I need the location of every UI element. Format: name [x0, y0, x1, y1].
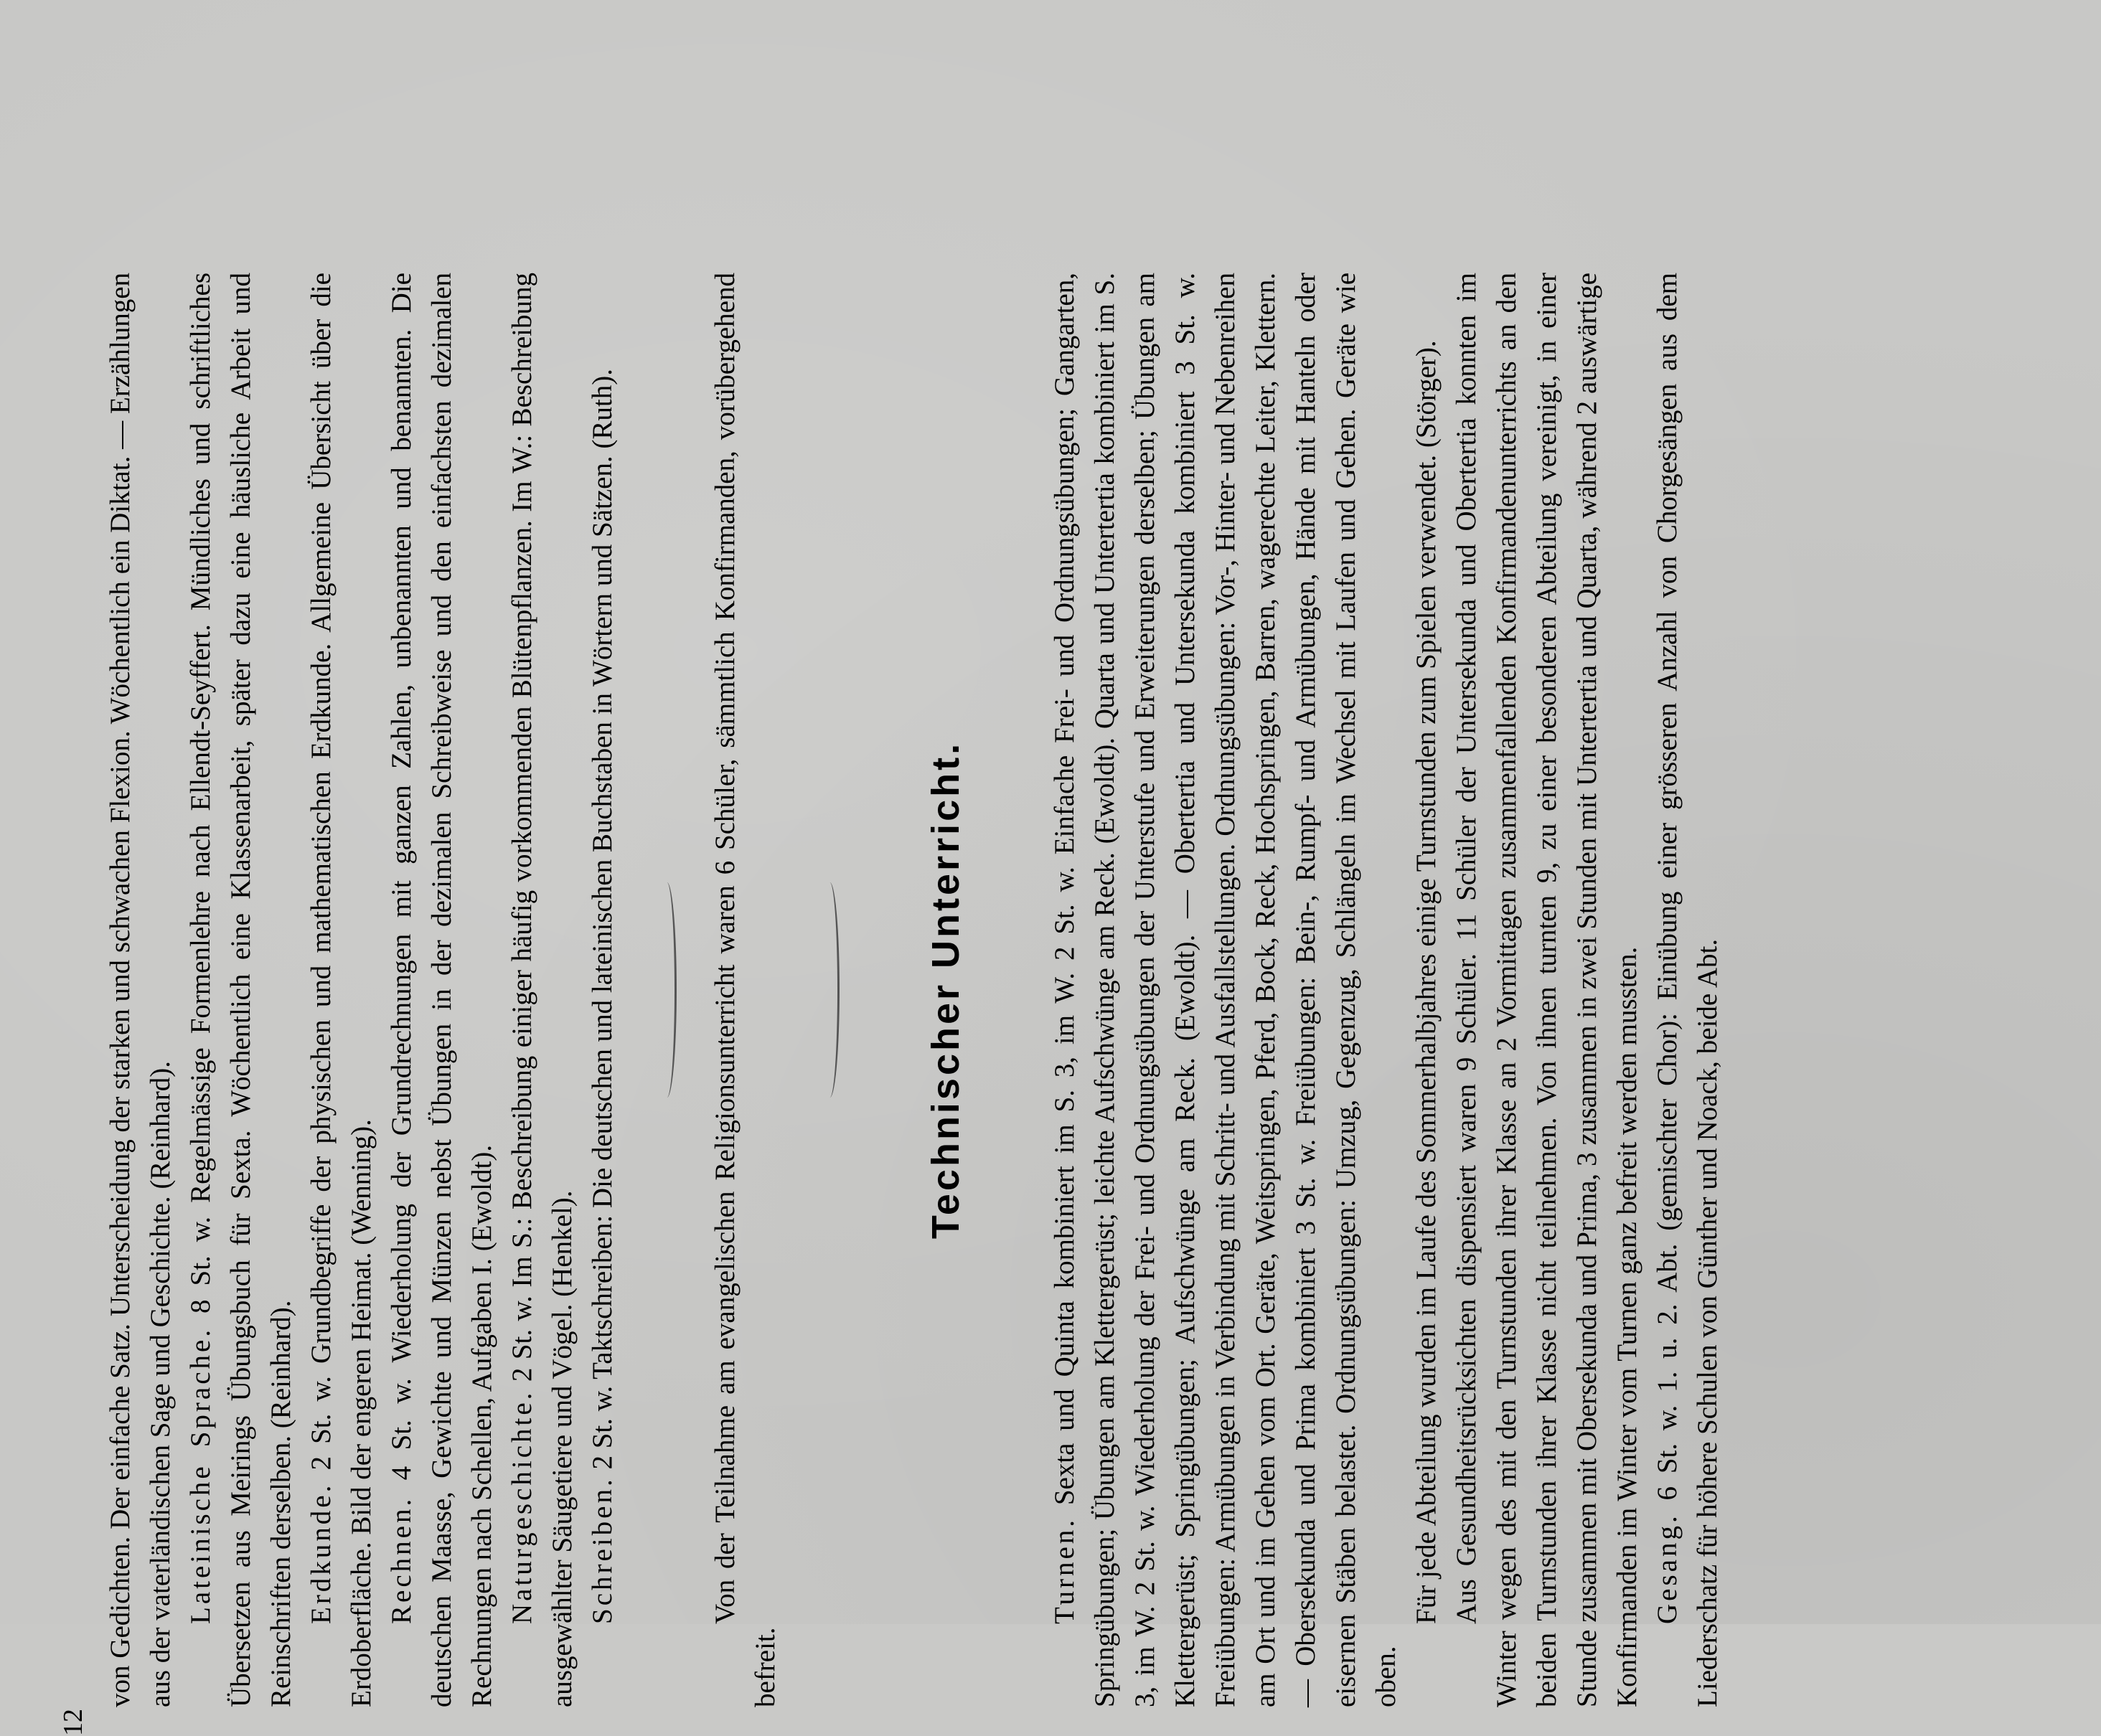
religion-note: Von der Teilnahme am evangelischen Religionsunterricht waren 6 Schüler, sämmtlich Konfirmanden, vorübergehend befreit. — [710, 273, 781, 1707]
subject-label: Schreiben. — [587, 1476, 618, 1624]
paragraph-text: 6 St. w. 1. u. 2. Abt. (gemischter Chor): Einübung einer grösseren Anzahl von Chorgesängen aus dem Liederschatz für höhere Schulen von Günther und Noack, beide Abt. — [1652, 273, 1723, 1707]
paragraph-text: 8 St. w. Regelmässige Formenlehre nach Ellendt-Seyffert. Mündliches und schriftliches Übersetzen aus Meirings Übungsbuch für Sexta. Wöchentlich eine Klassenarbeit, später dazu eine häusliche Arbeit und Reinschriften derselben. (Reinhard). — [185, 273, 296, 1707]
section-heading: Technischer Unterricht. — [924, 740, 967, 1240]
paragraph-text: 4 St. w. Wiederholung der Grundrechnungen mit ganzen Zahlen, unbenannten und benannten. Die deutschen Maasse, Gewichte und Münzen nebst Übungen in der dezimalen Schreibweise und den einfachsten dezimalen Rechnungen nach Schellen, Aufgaben I. (Ewoldt). — [386, 273, 497, 1707]
paragraph — [1447, 273, 1648, 1707]
section-divider — [657, 882, 677, 1098]
paragraph-text: Für jede Abteilung wurden im Laufe des Sommerhalbjahres einige Turnstunden zum Spielen verwendet. (Störger). — [1411, 340, 1442, 1624]
paragraph-text: von Gedichten. Der einfache Satz. Unterscheidung der starken und schwachen Flexion. Wöchentlich ein Diktat. — Erzählungen aus der vaterländischen Sage und Geschichte. (Reinhard). — [105, 273, 176, 1707]
subject-label: Turnen. — [1049, 1517, 1080, 1624]
document-body — [100, 273, 1728, 1707]
subject-label: Naturgeschichte. — [507, 1390, 537, 1624]
paragraph-text: 2 St. w. Taktschreiben: Die deutschen und lateinischen Buchstaben in Wörtern und Sätzen. (Ruth). — [587, 369, 618, 1477]
subject-label: Erdkunde. — [306, 1482, 337, 1624]
section-divider — [820, 882, 840, 1098]
paragraph — [1406, 273, 1447, 1707]
paragraph-text: Aus Gesundheitsrücksichten dispensiert waren 9 Schüler. 11 Schüler der Untersekunda und Obertertia konnten im Winter wegen des mit den Turnstunden ihrer Klasse an 2 Vormittagen zusammenfallenden Konfirmandenunterrichts an den beiden Turnstunden ihrer Klasse nicht teilnehmen. Von ihnen turnten 9, zu einer besonderen Abteilung vereinigt, in einer Stunde zusammen mit Obersekunda und Prima, 3 zusammen in zwei Stunden mit Untertertia und Quarta, während 2 auswärtige Konfirmanden im Winter vom Turnen ganz befreit werden mussten. — [1451, 273, 1642, 1707]
paragraph — [502, 273, 583, 1707]
paragraph-text: Sexta und Quinta kombiniert im S. 3, im W. 2 St. w. Einfache Frei- und Ordnungsübungen; Gangarten, Springübungen; Übungen am Klettergerüst; leichte Aufschwünge am Reck. (Ewoldt). Quarta und Untertertia kombiniert im S. 3, im W. 2 St. w. Wiederholung der Frei- und Ordnungsübungen der Unterstufe und Erweiterungen derselben; Übungen am Klettergerüst; Springübungen; Aufschwünge am Reck. (Ewoldt). — Obertertia und Untersekunda kombiniert 3 St. w. Freiübungen: Armübungen in Verbindung mit Schritt- und Ausfallstellungen. Ordnungsübungen: Vor-, Hinter- und Nebenreihen am Ort und im Gehen vom Ort. Geräte, Weitspringen, Pferd, Bock, Reck, Hochspringen, Barren, wagerechte Leiter, Klettern. — Obersekunda und Prima kombiniert 3 St. w. Freiübungen: Bein-, Rumpf- und Armübungen, Hände mit Hanteln oder eisernen Stäben belastet. Ordnungsübungen: Umzug, Gegenzug, Schlängeln im Wechsel mit Laufen und Gehen. Geräte wie oben. — [1049, 273, 1401, 1707]
paragraph — [382, 273, 502, 1707]
paragraph — [1648, 273, 1728, 1707]
section-technical — [1045, 273, 1728, 1707]
subject-label: Gesang. — [1652, 1513, 1683, 1624]
paragraph — [100, 273, 181, 1707]
paragraph — [1045, 273, 1406, 1707]
subject-label: Lateinische Sprache. — [185, 1326, 216, 1624]
subject-label: Rechnen. — [386, 1496, 417, 1624]
paragraph — [181, 273, 301, 1707]
paragraph — [583, 273, 623, 1707]
paragraph-text: 2 St. w. Im S.: Beschreibung einiger häufig vorkommenden Blütenpflanzen. Im W.: Beschreibung ausgewählter Säugetiere und Vögel. (Henkel). — [507, 273, 578, 1707]
paragraph-text: 2 St. w. Grundbegriffe der physischen und mathematischen Erdkunde. Allgemeine Übersicht über die Erdoberfläche. Bild der engeren Heimat. (Wenning). — [306, 273, 377, 1707]
section-curriculum — [100, 273, 623, 1707]
paragraph — [301, 273, 382, 1707]
page-number: 12 — [58, 1709, 88, 1736]
